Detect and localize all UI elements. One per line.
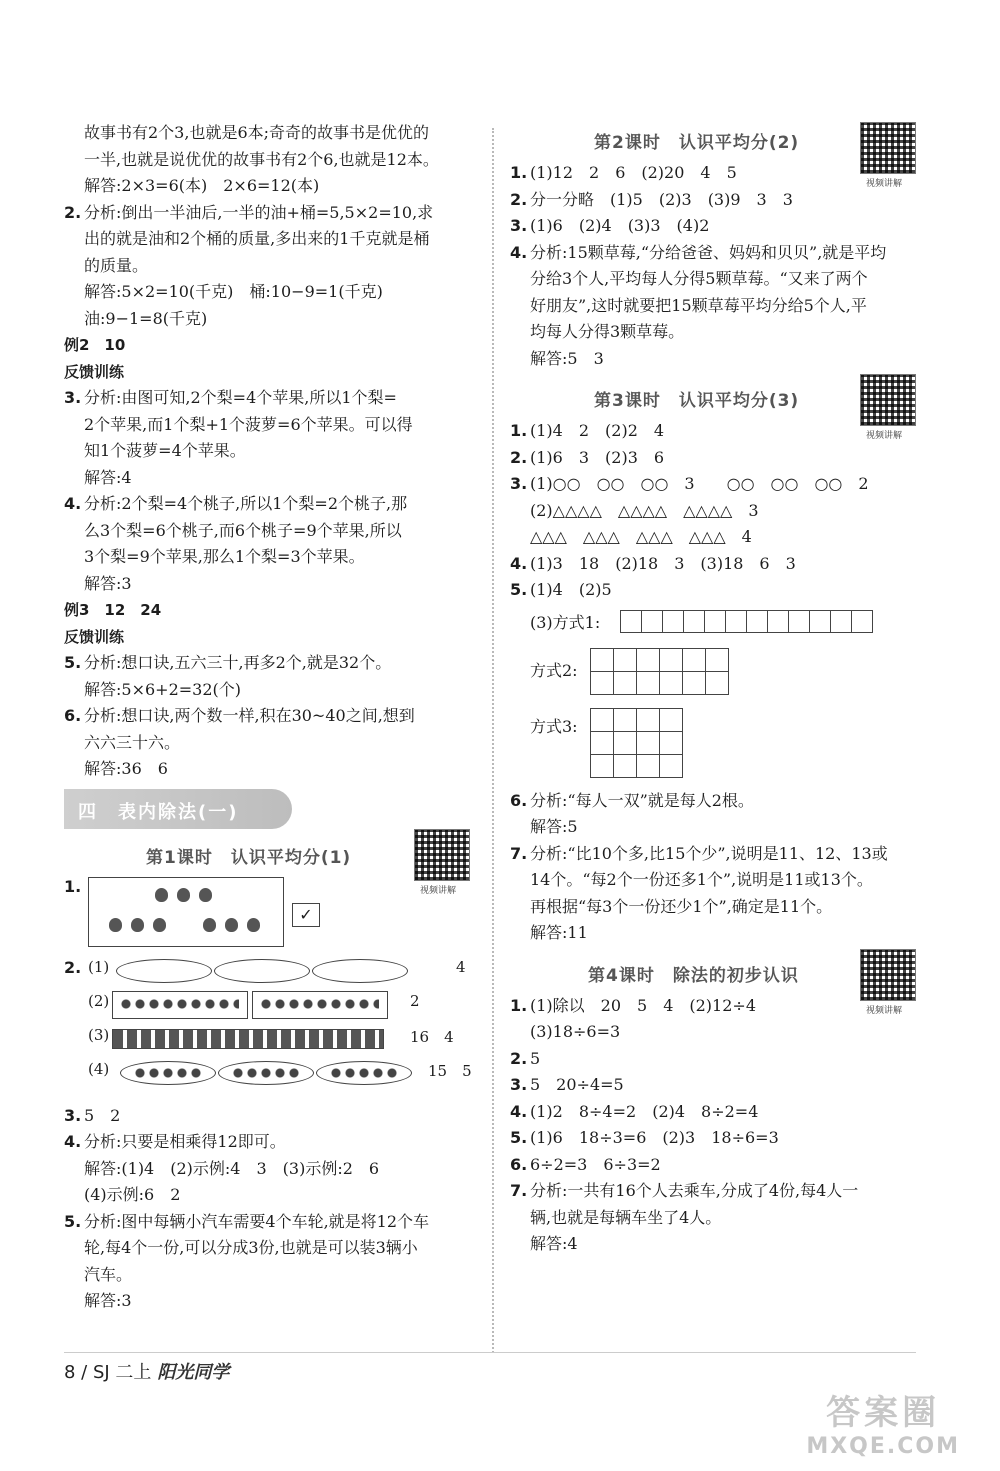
lesson-1-header xyxy=(64,835,476,896)
text-line: 的质量。 xyxy=(84,255,149,275)
text-line: (4)示例:6 2 xyxy=(84,1185,181,1204)
question-4: 4. (1)3 18 (2)18 3 (3)18 6 3 xyxy=(510,553,796,573)
figure-row-2: (2) 2 xyxy=(64,989,476,1021)
strawberry-box xyxy=(88,877,284,947)
question-7: 7. 分析:“比10个多,比15个少”,说明是11、12、13或 xyxy=(510,843,888,863)
text-line: 解答:(1)4 (2)示例:4 3 (3)示例:2 6 xyxy=(84,1158,380,1178)
right-column xyxy=(510,120,915,1258)
text-line: 解答:3 xyxy=(84,573,132,593)
lesson-title: 第1课时 认识平均分(1) xyxy=(146,847,352,868)
text-line: 轮,每4个一份,可以分成3份,也就是可以装3辆小 xyxy=(84,1238,418,1257)
unit-banner xyxy=(64,789,476,829)
text-line: 知1个菠萝=4个苹果。 xyxy=(84,441,246,460)
text-line: 3个梨=9个苹果,那么1个梨=3个苹果。 xyxy=(84,547,365,566)
strawberry-icon xyxy=(109,918,122,932)
question-3: 3. 5 20÷4=5 xyxy=(510,1075,624,1094)
text-line: 均每人分得3颗草莓。 xyxy=(530,322,685,341)
qr-code-icon[interactable] xyxy=(860,949,916,1001)
qr-label: 视频讲解 xyxy=(866,431,903,441)
lesson-title: 第4课时 除法的初步认识 xyxy=(588,965,799,986)
qr-code-icon[interactable] xyxy=(860,374,916,426)
question-1: 1. (1)除以 20 5 4 (2)12÷4 xyxy=(510,995,756,1015)
question-6: 6. 分析:“每人一双”就是每人2根。 xyxy=(510,790,754,810)
group-oval xyxy=(116,959,212,983)
strawberry-icon xyxy=(131,918,144,932)
figure-row-1: 2. (1) 4 xyxy=(64,955,476,987)
text-line: 汽车。 xyxy=(84,1264,133,1284)
text-line: 一半,也就是说优优的故事书有2个6,也就是12本。 xyxy=(84,149,439,169)
text-line: 解答:4 xyxy=(530,1234,578,1253)
text-line: 解答:5×6+2=32(个) xyxy=(84,679,241,699)
page-number: 8 / SJ 二上 xyxy=(64,1362,152,1383)
text-line: 解答:11 xyxy=(530,923,588,942)
text-line: 解答:5×2=10(千克) 桶:10−9=1(千克) xyxy=(84,282,383,301)
group-oval xyxy=(312,959,408,983)
cakes-icon xyxy=(112,1029,384,1049)
feedback-heading: 反馈训练 xyxy=(64,362,125,381)
qr-label: 视频讲解 xyxy=(866,1005,903,1016)
method-3: 方式3: xyxy=(510,704,915,788)
question-5: 5. (1)6 18÷3=6 (2)3 18÷6=3 xyxy=(510,1128,779,1147)
left-column xyxy=(64,120,476,1315)
lesson-title: 第2课时 认识平均分(2) xyxy=(594,133,800,153)
question-7: 7. 分析:一共有16个人去乘车,分成了4份,每4人一 xyxy=(510,1181,859,1200)
question-2: 2. (1)6 3 (2)3 6 xyxy=(510,447,665,467)
text-line: 出的就是油和2个桶的质量,多出来的1千克就是桶 xyxy=(84,229,430,248)
group-box xyxy=(112,991,248,1019)
question-3: 3. (1)○○ ○○ ○○ 3 ○○ ○○ ○○ 2 xyxy=(510,474,869,493)
question-2: 2. 5 xyxy=(510,1048,541,1068)
answer-value: 4 xyxy=(456,957,466,976)
question-6: 6. 6÷2=3 6÷3=2 xyxy=(510,1154,661,1174)
method-2: 方式2: xyxy=(510,644,915,704)
column-divider xyxy=(492,128,494,1353)
text-line: △△△ △△△ △△△ △△△ 4 xyxy=(530,527,752,546)
text-line: (3)18÷6=3 xyxy=(530,1022,621,1041)
question-4-lesson1: 4. 分析:只要是相乘得12即可。 xyxy=(64,1132,286,1151)
check-icon: ✓ xyxy=(292,903,320,927)
page-footer xyxy=(64,1358,229,1384)
strawberry-icon xyxy=(247,918,260,932)
text-line: 故事书有2个3,也就是6本;奇奇的故事书是优优的 xyxy=(84,123,430,142)
question-4: 4. 分析:15颗草莓,“分给爸爸、妈妈和贝贝”,就是平均 xyxy=(510,242,887,262)
figure-row-4: (4) 15 5 xyxy=(64,1057,476,1089)
question-2: 2. 分一分略 (1)5 (2)3 (3)9 3 3 xyxy=(510,189,793,209)
question-6: 6. 分析:想口诀,两个数一样,积在30~40之间,想到 xyxy=(64,706,415,725)
watermark: 答案圈 MXQE.COM xyxy=(806,1393,960,1459)
question-4: 4. (1)2 8÷4=2 (2)4 8÷2=4 xyxy=(510,1101,759,1121)
question-1: 1. (1)4 2 (2)2 4 xyxy=(510,421,665,440)
grid-2x6 xyxy=(590,648,729,695)
grid-1x12 xyxy=(620,610,873,633)
text-line: (2)△△△△ △△△△ △△△△ 3 xyxy=(530,500,759,520)
answer-value: 2 xyxy=(410,991,420,1010)
text-line: 辆,也就是每辆车坐了4人。 xyxy=(530,1207,722,1227)
example-heading: 例3 12 24 xyxy=(64,601,162,619)
group-oval xyxy=(218,1061,314,1085)
question-5: 5. (1)4 (2)5 xyxy=(510,580,612,599)
text-line: 解答:5 xyxy=(530,817,578,836)
brand-logo: 阳光同学 xyxy=(157,1362,230,1383)
qr-code-icon[interactable] xyxy=(860,122,916,174)
feedback-heading: 反馈训练 xyxy=(64,627,125,646)
lesson-title: 第3课时 认识平均分(3) xyxy=(594,391,800,411)
strawberry-icon xyxy=(203,918,216,932)
text-line: 解答:4 xyxy=(84,467,132,487)
text-line: 好朋友”,这时就要把15颗草莓平均分给5个人,平 xyxy=(530,295,867,315)
text-line: 解答:3 xyxy=(84,1291,132,1310)
question-3: 3. (1)6 (2)4 (3)3 (4)2 xyxy=(510,216,710,235)
qr-code-icon[interactable] xyxy=(414,829,470,881)
qr-label: 视频讲解 xyxy=(866,179,903,189)
answer-value: 15 5 xyxy=(428,1061,472,1080)
text-line: 么3个梨=6个桃子,而6个桃子=9个苹果,所以 xyxy=(84,520,402,540)
qr-label: 视频讲解 xyxy=(420,885,457,896)
answer-value: 16 4 xyxy=(410,1027,454,1046)
grid-3x4 xyxy=(590,708,683,778)
strawberry-figure: 1. ✓ xyxy=(64,877,476,951)
text-line: 解答:36 6 xyxy=(84,759,168,778)
text-line: 14个。“每2个一份还多1个”,说明是11或13个。 xyxy=(530,870,873,889)
question-5-lesson1: 5. 分析:图中每辆小汽车需要4个车轮,就是将12个车 xyxy=(64,1211,430,1231)
question-3: 3. 分析:由图可知,2个梨=4个苹果,所以1个梨= xyxy=(64,388,397,407)
group-oval xyxy=(316,1061,412,1085)
figure-row-3: (3) 16 4 xyxy=(64,1023,476,1055)
text-line: 再根据“每3个一份还少1个”,确定是11个。 xyxy=(530,896,833,916)
question-4: 4. 分析:2个梨=4个桃子,所以1个梨=2个桃子,那 xyxy=(64,494,408,513)
group-oval xyxy=(120,1061,216,1085)
footer-rule xyxy=(64,1352,916,1353)
text-line: 油:9−1=8(千克) xyxy=(84,308,208,328)
text-line: 六六三十六。 xyxy=(84,732,181,752)
text-line: 2个苹果,而1个梨+1个菠萝=6个苹果。可以得 xyxy=(84,414,413,434)
text-line: 分给3个人,平均每人分得5颗草莓。“又来了两个 xyxy=(530,269,868,288)
strawberry-icon xyxy=(153,918,166,932)
group-box xyxy=(252,991,388,1019)
question-1: 1. (1)12 2 6 (2)20 4 5 xyxy=(510,163,737,182)
unit-title: 四 表内除法(一) xyxy=(78,801,239,823)
text-line: 解答:2×3=6(本) 2×6=12(本) xyxy=(84,176,320,195)
strawberry-icon xyxy=(199,888,212,902)
strawberry-icon xyxy=(225,918,238,932)
method-1: (3)方式1: xyxy=(510,604,915,644)
strawberry-icon xyxy=(155,888,168,902)
group-oval xyxy=(214,959,310,983)
example-heading: 例2 10 xyxy=(64,336,126,354)
strawberry-icon xyxy=(177,888,190,902)
question-2: 2. 分析:倒出一半油后,一半的油+桶=5,5×2=10,求 xyxy=(64,202,434,222)
question-5: 5. 分析:想口诀,五六三十,再多2个,就是32个。 xyxy=(64,653,392,672)
text-line: 解答:5 3 xyxy=(530,348,604,368)
question-3-lesson1: 3. 5 2 xyxy=(64,1105,121,1125)
